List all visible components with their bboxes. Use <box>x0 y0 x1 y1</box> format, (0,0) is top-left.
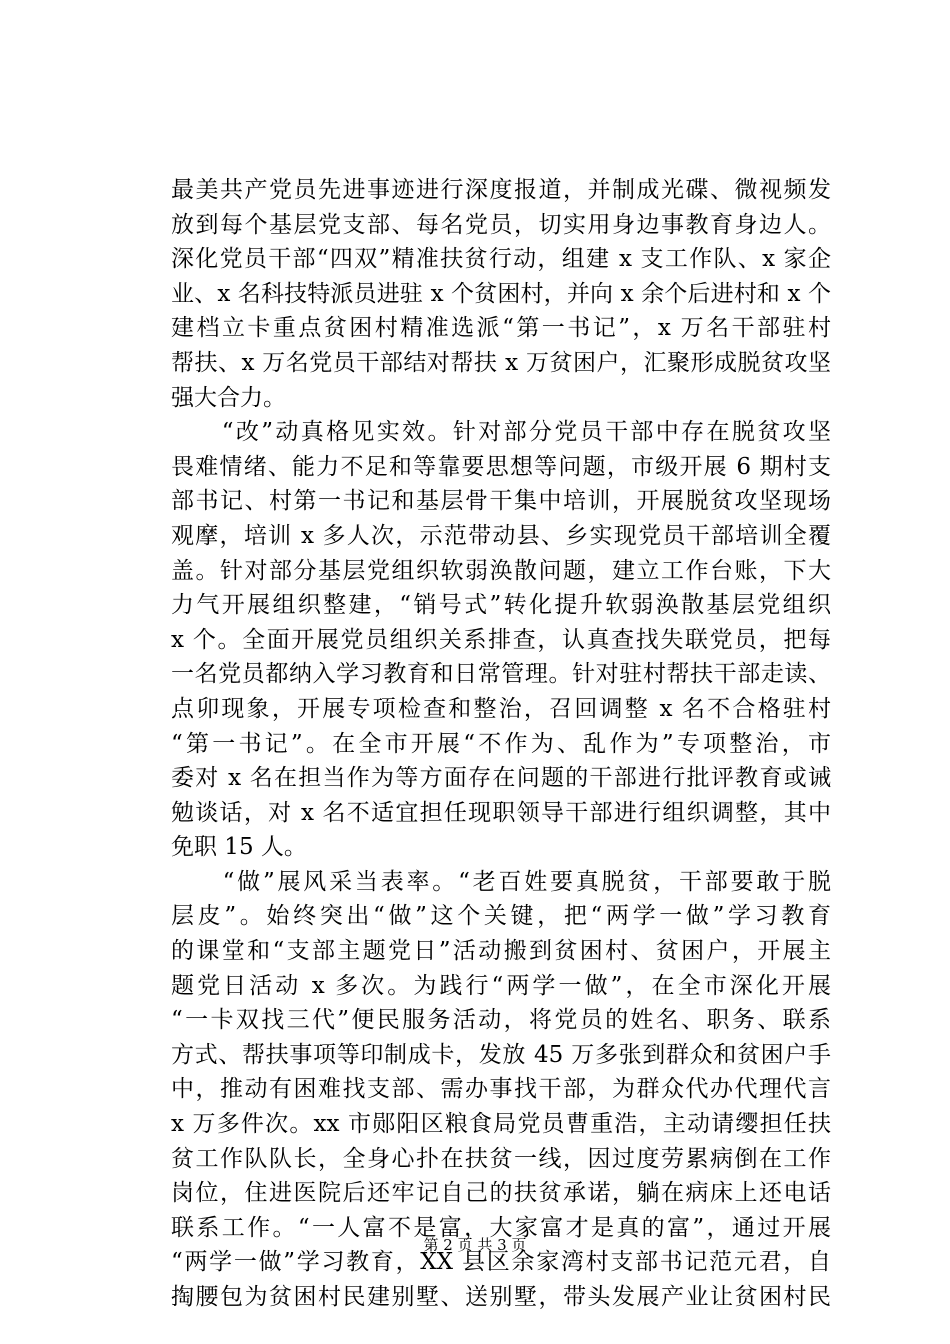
text-line: 建档立卡重点贫困村精准选派“第一书记”，x 万名干部驻村 <box>171 315 831 342</box>
text-line: “一卡双找三代”便民服务活动，将党员的姓名、职务、联系 <box>171 1007 831 1034</box>
text-line: 中，推动有困难找支部、需办事找干部，为群众代办代理代言 <box>171 1076 831 1103</box>
text-line: 点卯现象，开展专项检查和整治，召回调整 x 名不合格驻村 <box>171 695 831 722</box>
text-line: 观摩，培训 x 多人次，示范带动县、乡实现党员干部培训全覆 <box>171 522 831 549</box>
text-line: 方式、帮扶事项等印制成卡，发放 45 万多张到群众和贫困户手 <box>171 1041 831 1068</box>
body-text <box>171 173 831 1315</box>
text-line: x 个。全面开展党员组织关系排查，认真查找失联党员，把每 <box>171 626 831 653</box>
text-line: 岗位，住进医院后还牢记自己的扶贫承诺，躺在病床上还电话 <box>171 1180 831 1207</box>
page-footer: 第 2 页 共 3 页 <box>423 1236 527 1254</box>
text-line: 力气开展组织整建，“销号式”转化提升软弱涣散基层党组织 <box>171 592 831 619</box>
text-line: 委对 x 名在担当作为等方面存在问题的干部进行批评教育或诫 <box>171 765 831 792</box>
text-line: 深化党员干部“四双”精准扶贫行动，组建 x 支工作队、x 家企 <box>171 246 831 273</box>
text-line: 业、x 名科技特派员进驻 x 个贫困村，并向 x 余个后进村和 x 个 <box>171 280 831 307</box>
text-line: 帮扶、x 万名党员干部结对帮扶 x 万贫困户，汇聚形成脱贫攻坚 <box>171 349 831 376</box>
text-line: 的课堂和“支部主题党日”活动搬到贫困村、贫困户，开展主 <box>171 938 831 965</box>
text-line: 盖。针对部分基层党组织软弱涣散问题，建立工作台账，下大 <box>171 557 831 584</box>
text-line: 掏腰包为贫困村民建别墅、送别墅，带头发展产业让贫困村民 <box>171 1284 831 1310</box>
text-line: 勉谈话，对 x 名不适宜担任现职领导干部进行组织调整，其中 <box>171 799 831 826</box>
text-line: 贫工作队队长，全身心扑在扶贫一线，因过度劳累病倒在工作 <box>171 1145 831 1172</box>
text-line: x 万多件次。xx 市郧阳区粮食局党员曹重浩，主动请缨担任扶 <box>171 1111 831 1138</box>
text-line: 最美共产党员先进事迹进行深度报道，并制成光碟、微视频发 <box>171 177 831 203</box>
text-line: 免职 15 人。 <box>171 834 307 861</box>
text-line: 层皮”。始终突出“做”这个关键，把“两学一做”学习教育 <box>171 903 831 930</box>
text-line: 畏难情绪、能力不足和等靠要思想等问题，市级开展 6 期村支 <box>171 453 831 480</box>
text-line: 放到每个基层党支部、每名党员，切实用身边事教育身边人。 <box>171 211 831 238</box>
text-line: 一名党员都纳入学习教育和日常管理。针对驻村帮扶干部走读、 <box>171 661 831 688</box>
text-line: 联系工作。“一人富不是富，大家富才是真的富”，通过开展 <box>171 1214 831 1241</box>
text-line: “做”展风采当表率。“老百姓要真脱贫，干部要敢于脱 <box>171 868 831 895</box>
text-line: “第一书记”。在全市开展“不作为、乱作为”专项整治，市 <box>171 730 831 757</box>
text-line: “改”动真格见实效。针对部分党员干部中存在脱贫攻坚 <box>171 419 831 446</box>
text-line: 部书记、村第一书记和基层骨干集中培训，开展脱贫攻坚现场 <box>171 488 831 515</box>
text-line: 题党日活动 x 多次。为践行“两学一做”，在全市深化开展 <box>171 972 831 999</box>
text-line: “两学一做”学习教育，XX 县区余家湾村支部书记范元君，自 <box>171 1249 831 1276</box>
text-line: 强大合力。 <box>171 384 286 411</box>
